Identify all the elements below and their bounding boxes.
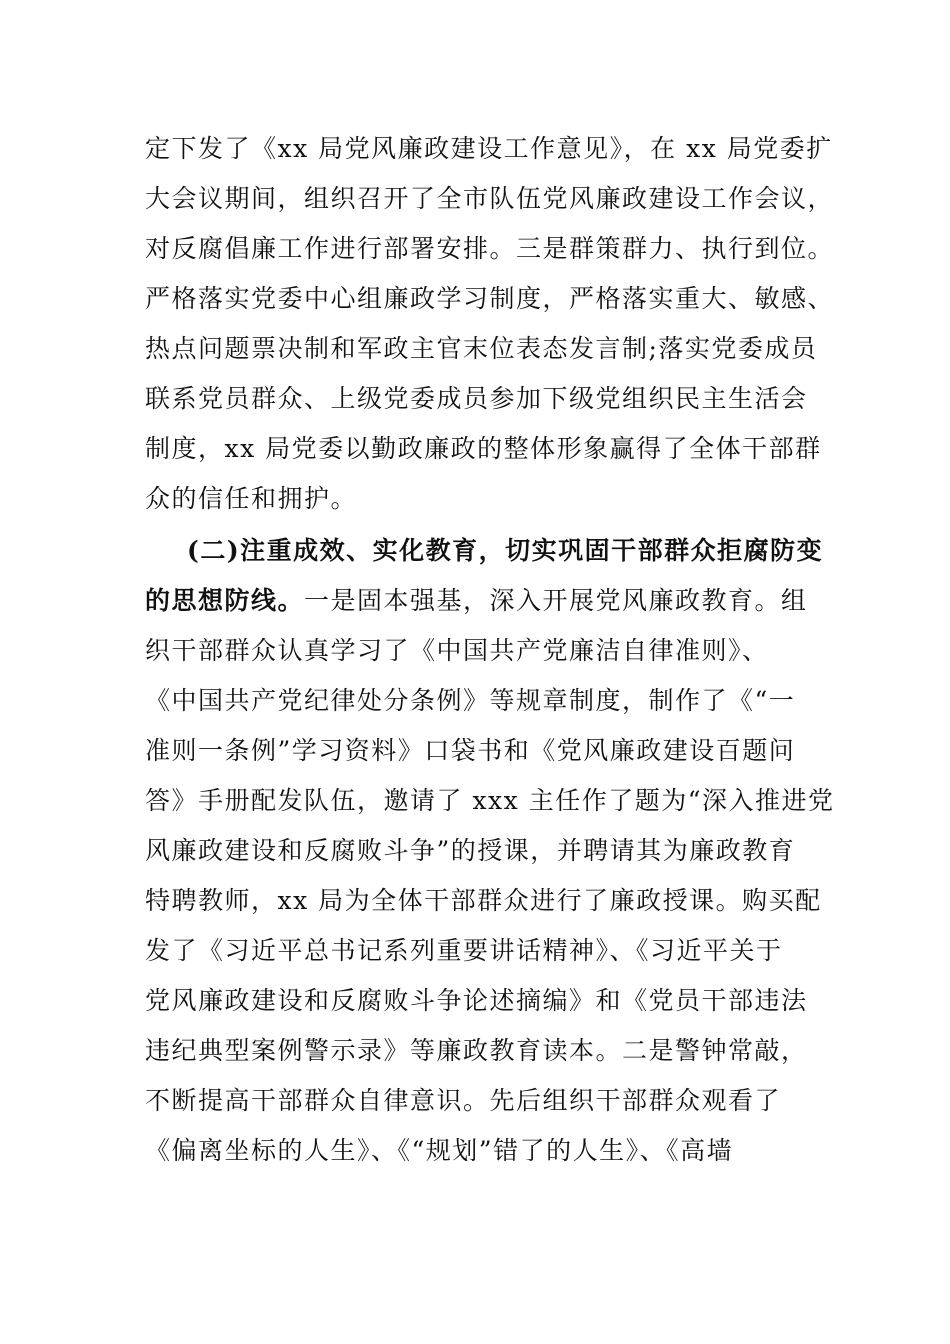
section-heading-end: 的思想防线。 xyxy=(145,586,305,615)
text-line: 答》手册配发队伍，邀请了 xxx 主任作了题为“深入推进党 xyxy=(145,786,835,815)
text-line: 发了《习近平总书记系列重要讲话精神》、《习近平关于 xyxy=(145,936,783,965)
section-heading: (二)注重成效、实化教育，切实巩固干部群众拒腐防变 xyxy=(187,536,824,565)
text-line: 党风廉政建设和反腐败斗争论述摘编》和《党员干部违法 xyxy=(145,986,808,1015)
text-line: 准则一条例”学习资料》口袋书和《党风廉政建设百题问 xyxy=(145,736,796,765)
text-line: 《中国共产党纪律处分条例》等规章制度，制作了《“一 xyxy=(145,686,796,715)
text-line: 对反腐倡廉工作进行部署安排。三是群策群力、执行到位。 xyxy=(145,234,835,263)
text-line: 风廉政建设和反腐败斗争”的授课，并聘请其为廉政教育 xyxy=(145,836,796,865)
text-line: 特聘教师，xx 局为全体干部群众进行了廉政授课。购买配 xyxy=(145,886,822,915)
text-line: 联系党员群众、上级党委成员参加下级党组织民主生活会 xyxy=(145,384,808,413)
text-line: 大会议期间，组织召开了全市队伍党风廉政建设工作会议， xyxy=(145,184,835,213)
text-line: 违纪典型案例警示录》等廉政教育读本。二是警钟常敲， xyxy=(145,1036,808,1065)
text-line: 热点问题票决制和军政主官末位表态发言制;落实党委成员 xyxy=(145,334,818,363)
text-line: 制度，xx 局党委以勤政廉政的整体形象赢得了全体干部群 xyxy=(145,434,822,463)
text-line: 定下发了《xx 局党风廉政建设工作意见》，在 xx 局党委扩 xyxy=(145,134,833,163)
text-line: 织干部群众认真学习了《中国共产党廉洁自律准则》、 xyxy=(145,636,769,665)
section-heading-continuation xyxy=(145,585,808,617)
paragraph-start: 一是固本强基，深入开展党风廉政教育。组 xyxy=(304,586,808,615)
text-line: 严格落实党委中心组廉政学习制度，严格落实重大、敏感、 xyxy=(145,284,835,313)
text-line: 众的信任和拥护。 xyxy=(145,484,358,513)
text-line: 《偏离坐标的人生》、《“规划”错了的人生》、《高墙 xyxy=(145,1136,734,1165)
text-line: 不断提高干部群众自律意识。先后组织干部群众观看了 xyxy=(145,1086,782,1115)
